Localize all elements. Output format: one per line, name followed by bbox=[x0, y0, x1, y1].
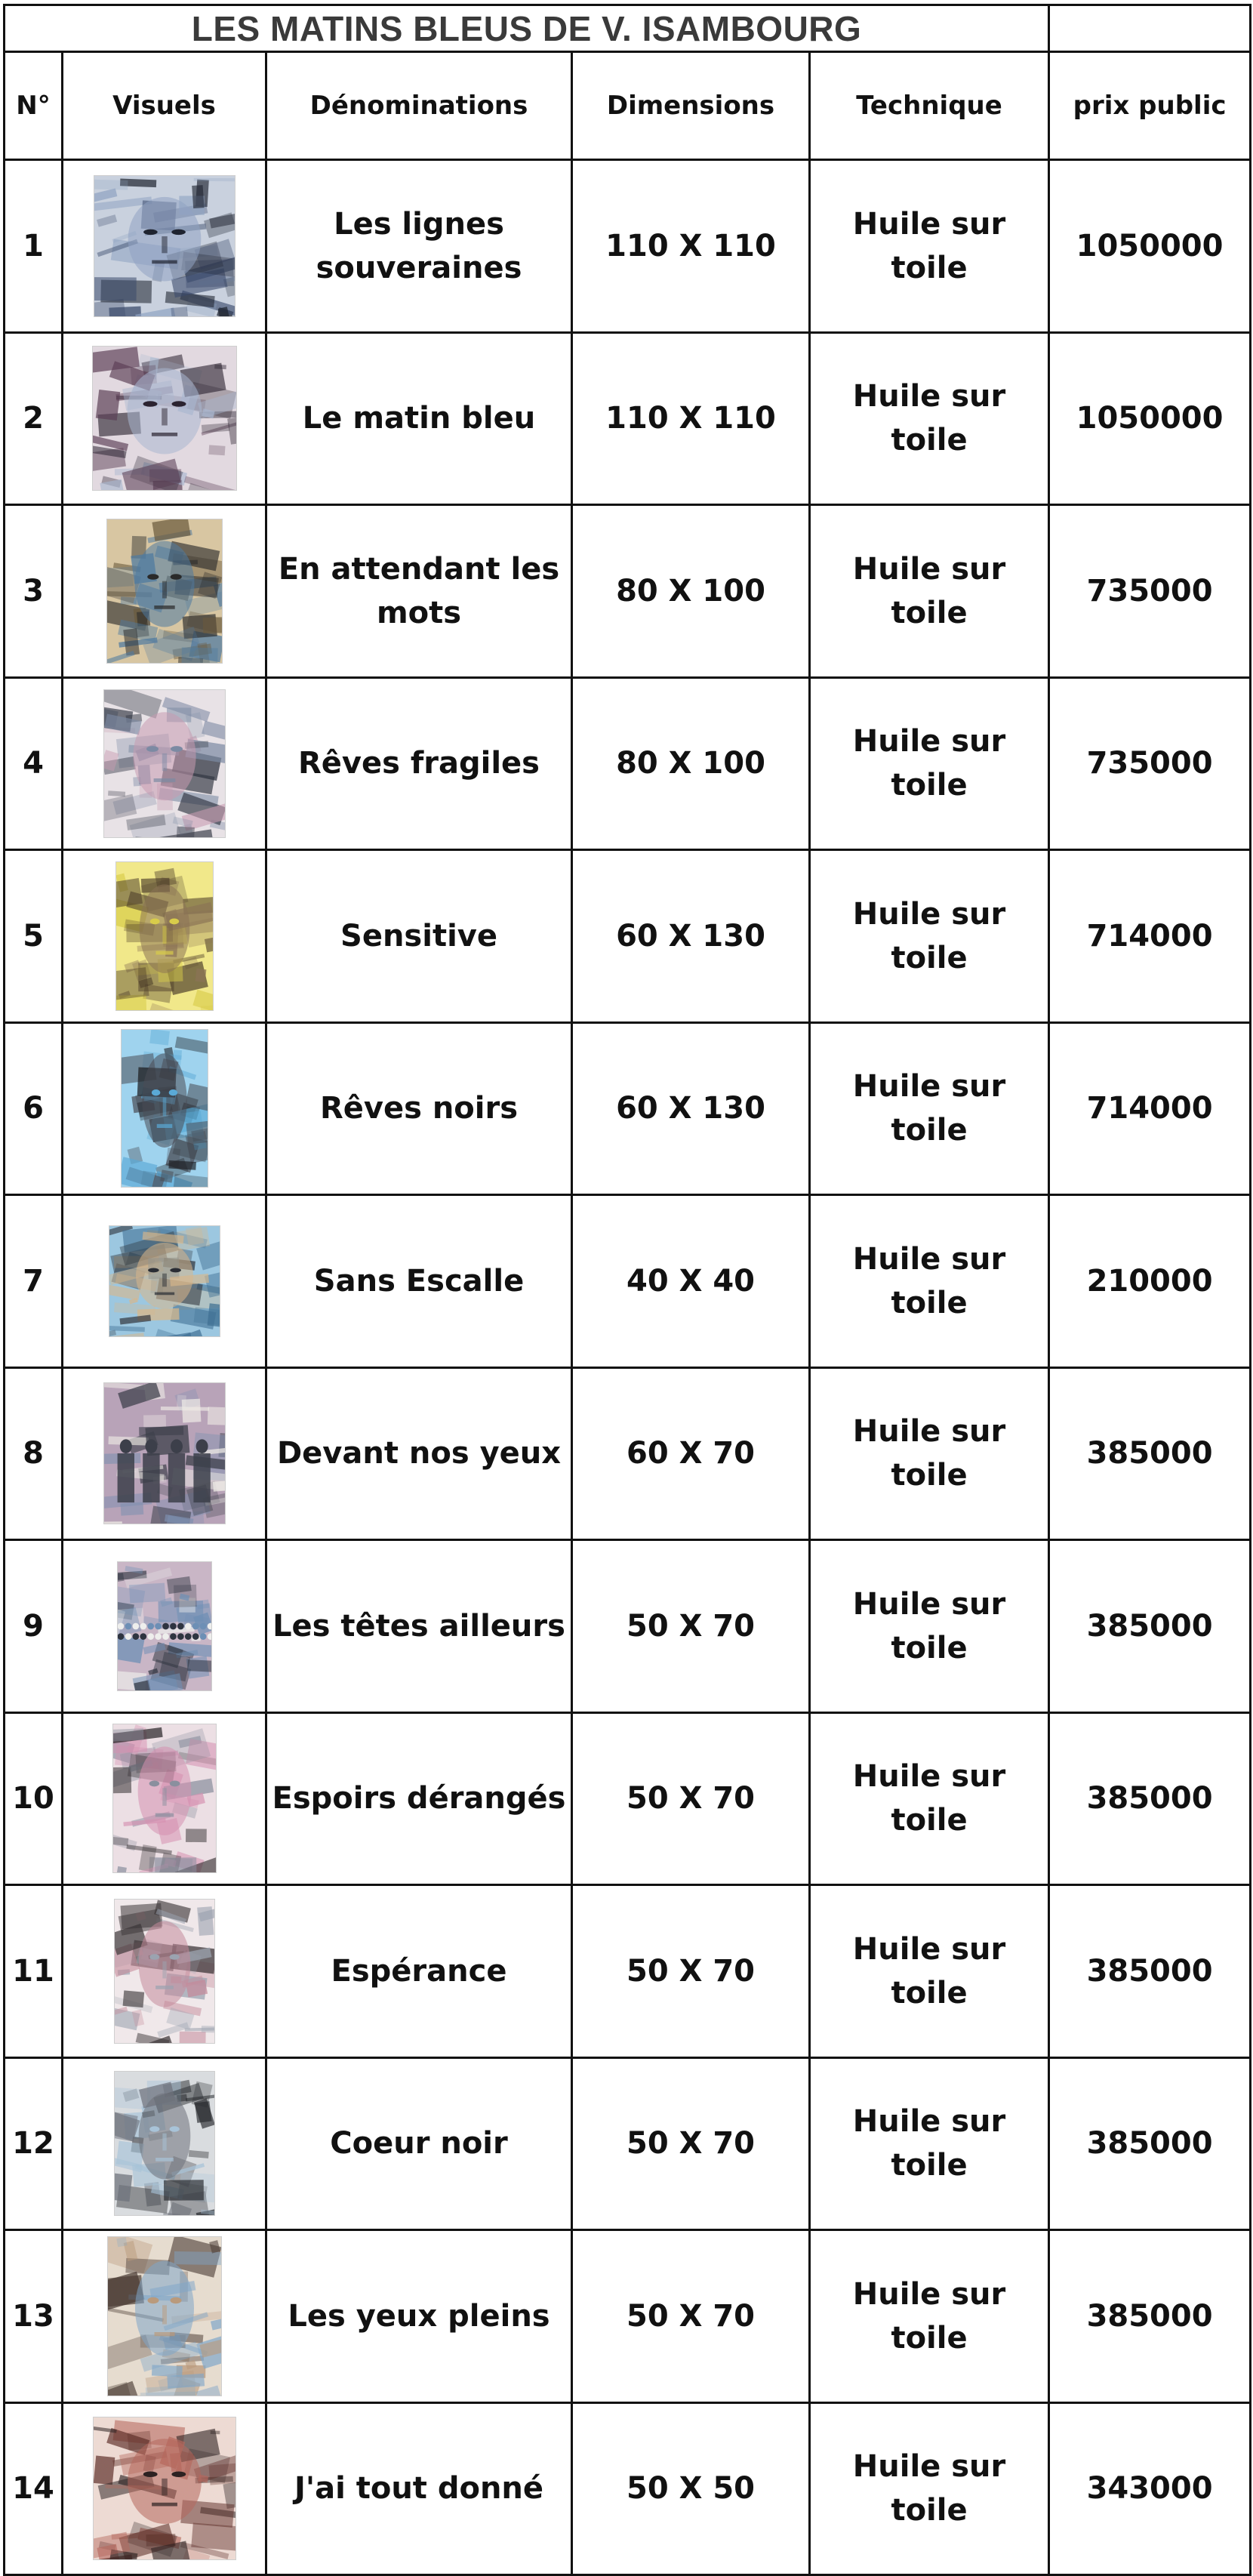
artwork-number: 7 bbox=[5, 1195, 63, 1368]
artwork-technique: Huile sur toile bbox=[810, 850, 1049, 1023]
table-row bbox=[5, 1885, 1251, 2058]
artwork-visual bbox=[63, 850, 266, 1023]
artwork-name: J'ai tout donné bbox=[266, 2402, 572, 2575]
header-technique: Technique bbox=[810, 52, 1049, 160]
header-price: prix public bbox=[1049, 52, 1251, 160]
artwork-number: 13 bbox=[5, 2230, 63, 2403]
artwork-technique: Huile sur toile bbox=[810, 1712, 1049, 1885]
artwork-name: Coeur noir bbox=[266, 2057, 572, 2230]
artwork-name: Les têtes ailleurs bbox=[266, 1540, 572, 1713]
artwork-dimensions: 50 X 70 bbox=[572, 1712, 810, 1885]
artwork-dimensions: 60 X 130 bbox=[572, 850, 810, 1023]
table-row bbox=[5, 1022, 1251, 1195]
artwork-price: 385000 bbox=[1049, 1885, 1251, 2058]
artwork-number: 3 bbox=[5, 505, 63, 678]
artwork-technique: Huile sur toile bbox=[810, 332, 1049, 505]
artwork-number: 8 bbox=[5, 1367, 63, 1540]
artwork-price: 385000 bbox=[1049, 2057, 1251, 2230]
painting-thumbnail bbox=[94, 175, 236, 317]
artwork-name: Devant nos yeux bbox=[266, 1367, 572, 1540]
painting-thumbnail bbox=[121, 1029, 208, 1188]
artwork-dimensions: 50 X 50 bbox=[572, 2402, 810, 2575]
table-row bbox=[5, 1195, 1251, 1368]
painting-thumbnail bbox=[107, 2236, 222, 2396]
artwork-visual bbox=[63, 2057, 266, 2230]
painting-thumbnail bbox=[106, 519, 223, 664]
artwork-technique: Huile sur toile bbox=[810, 2230, 1049, 2403]
header-number: N° bbox=[5, 52, 63, 160]
table-row bbox=[5, 160, 1251, 333]
artwork-technique: Huile sur toile bbox=[810, 1022, 1049, 1195]
artwork-name: Rêves fragiles bbox=[266, 677, 572, 850]
artwork-dimensions: 50 X 70 bbox=[572, 1540, 810, 1713]
artwork-technique: Huile sur toile bbox=[810, 1540, 1049, 1713]
painting-thumbnail bbox=[117, 1561, 212, 1691]
artwork-dimensions: 80 X 100 bbox=[572, 677, 810, 850]
artwork-name: Les yeux pleins bbox=[266, 2230, 572, 2403]
artwork-dimensions: 110 X 110 bbox=[572, 160, 810, 333]
artwork-price: 385000 bbox=[1049, 2230, 1251, 2403]
artwork-number: 11 bbox=[5, 1885, 63, 2058]
artwork-dimensions: 110 X 110 bbox=[572, 332, 810, 505]
artwork-name: Espérance bbox=[266, 1885, 572, 2058]
artwork-price: 1050000 bbox=[1049, 332, 1251, 505]
document-title: LES MATINS BLEUS DE V. ISAMBOURG bbox=[5, 5, 1049, 52]
artwork-technique: Huile sur toile bbox=[810, 1367, 1049, 1540]
artwork-visual bbox=[63, 677, 266, 850]
artwork-technique: Huile sur toile bbox=[810, 1885, 1049, 2058]
painting-thumbnail bbox=[92, 346, 237, 491]
artwork-name: Espoirs dérangés bbox=[266, 1712, 572, 1885]
artwork-catalog-table bbox=[3, 4, 1251, 2576]
artwork-visual bbox=[63, 332, 266, 505]
painting-thumbnail bbox=[103, 689, 226, 838]
artwork-price: 385000 bbox=[1049, 1712, 1251, 1885]
artwork-visual bbox=[63, 1885, 266, 2058]
artwork-technique: Huile sur toile bbox=[810, 160, 1049, 333]
artwork-price: 343000 bbox=[1049, 2402, 1251, 2575]
artwork-name: Les lignes souveraines bbox=[266, 160, 572, 333]
artwork-number: 14 bbox=[5, 2402, 63, 2575]
artwork-dimensions: 60 X 70 bbox=[572, 1367, 810, 1540]
artwork-visual bbox=[63, 2230, 266, 2403]
artwork-name: Rêves noirs bbox=[266, 1022, 572, 1195]
table-row bbox=[5, 2057, 1251, 2230]
artwork-name: En attendant les mots bbox=[266, 505, 572, 678]
artwork-price: 714000 bbox=[1049, 1022, 1251, 1195]
artwork-number: 1 bbox=[5, 160, 63, 333]
artwork-name: Le matin bleu bbox=[266, 332, 572, 505]
artwork-technique: Huile sur toile bbox=[810, 2057, 1049, 2230]
artwork-price: 714000 bbox=[1049, 850, 1251, 1023]
artwork-dimensions: 40 X 40 bbox=[572, 1195, 810, 1368]
artwork-dimensions: 50 X 70 bbox=[572, 2230, 810, 2403]
artwork-dimensions: 50 X 70 bbox=[572, 2057, 810, 2230]
artwork-visual bbox=[63, 1712, 266, 1885]
painting-thumbnail bbox=[93, 2417, 236, 2560]
title-empty-cell bbox=[1049, 5, 1251, 52]
artwork-visual bbox=[63, 1540, 266, 1713]
artwork-dimensions: 80 X 100 bbox=[572, 505, 810, 678]
painting-thumbnail bbox=[114, 1899, 215, 2044]
artwork-visual bbox=[63, 505, 266, 678]
table-row bbox=[5, 1367, 1251, 1540]
header-row bbox=[5, 52, 1251, 160]
table-row bbox=[5, 332, 1251, 505]
artwork-number: 5 bbox=[5, 850, 63, 1023]
header-dimensions: Dimensions bbox=[572, 52, 810, 160]
table-row bbox=[5, 2402, 1251, 2575]
table-row bbox=[5, 850, 1251, 1023]
artwork-visual bbox=[63, 2402, 266, 2575]
header-name: Dénominations bbox=[266, 52, 572, 160]
artwork-price: 735000 bbox=[1049, 677, 1251, 850]
artwork-price: 385000 bbox=[1049, 1367, 1251, 1540]
painting-thumbnail bbox=[114, 2071, 215, 2216]
artwork-technique: Huile sur toile bbox=[810, 505, 1049, 678]
table-row bbox=[5, 505, 1251, 678]
table-row bbox=[5, 1712, 1251, 1885]
painting-thumbnail bbox=[103, 1382, 226, 1524]
artwork-technique: Huile sur toile bbox=[810, 677, 1049, 850]
artwork-price: 385000 bbox=[1049, 1540, 1251, 1713]
artwork-dimensions: 50 X 70 bbox=[572, 1885, 810, 2058]
artwork-number: 10 bbox=[5, 1712, 63, 1885]
painting-thumbnail bbox=[109, 1225, 220, 1337]
artwork-name: Sensitive bbox=[266, 850, 572, 1023]
header-visual: Visuels bbox=[63, 52, 266, 160]
painting-thumbnail bbox=[112, 1724, 217, 1873]
artwork-visual bbox=[63, 1195, 266, 1368]
artwork-number: 12 bbox=[5, 2057, 63, 2230]
artwork-visual bbox=[63, 1022, 266, 1195]
artwork-technique: Huile sur toile bbox=[810, 2402, 1049, 2575]
artwork-price: 735000 bbox=[1049, 505, 1251, 678]
artwork-visual bbox=[63, 160, 266, 333]
painting-thumbnail bbox=[115, 861, 214, 1011]
artwork-number: 9 bbox=[5, 1540, 63, 1713]
artwork-dimensions: 60 X 130 bbox=[572, 1022, 810, 1195]
title-row bbox=[5, 5, 1251, 52]
artwork-number: 4 bbox=[5, 677, 63, 850]
table-row bbox=[5, 2230, 1251, 2403]
artwork-number: 6 bbox=[5, 1022, 63, 1195]
artwork-visual bbox=[63, 1367, 266, 1540]
artwork-number: 2 bbox=[5, 332, 63, 505]
artwork-price: 210000 bbox=[1049, 1195, 1251, 1368]
table-row bbox=[5, 1540, 1251, 1713]
artwork-technique: Huile sur toile bbox=[810, 1195, 1049, 1368]
artwork-name: Sans Escalle bbox=[266, 1195, 572, 1368]
artwork-price: 1050000 bbox=[1049, 160, 1251, 333]
table-row bbox=[5, 677, 1251, 850]
